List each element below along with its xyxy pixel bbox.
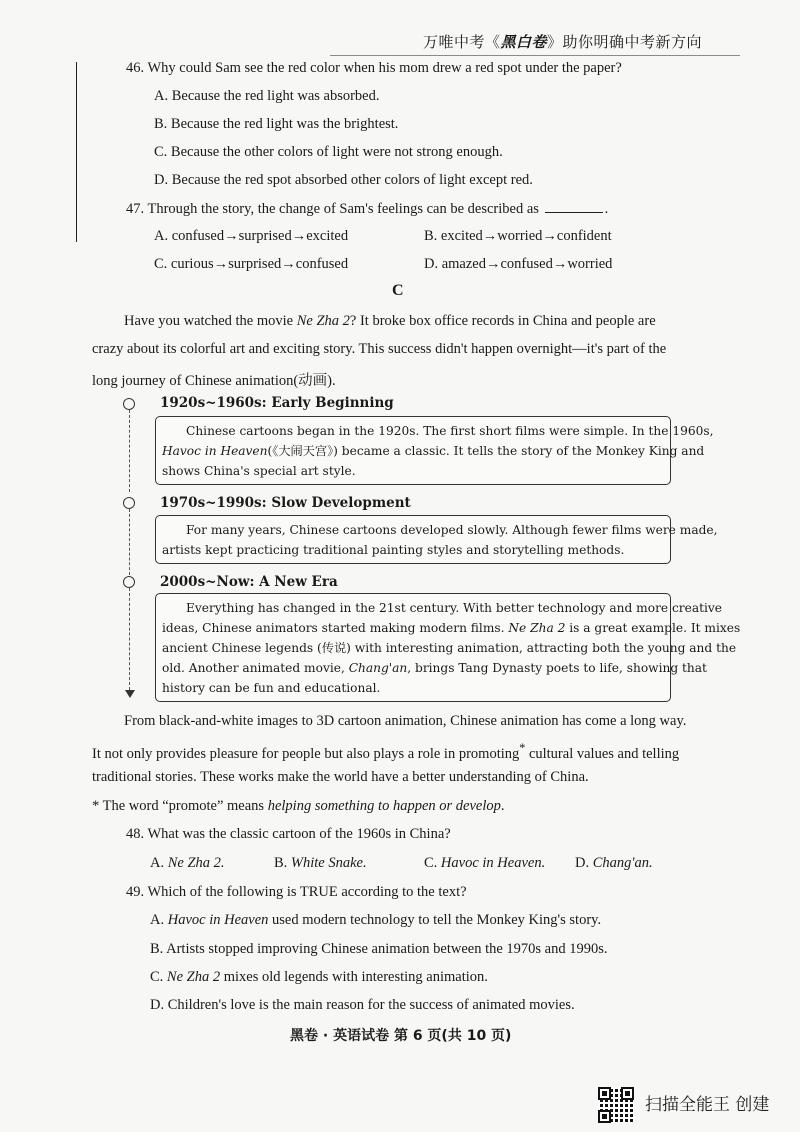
header-rule xyxy=(330,55,740,56)
option-label: C. xyxy=(424,855,438,871)
q48-stem: 48. What was the classic cartoon of the 1960s in China? xyxy=(126,826,451,842)
q49-stem: 49. Which of the following is TRUE according to the text? xyxy=(126,884,467,900)
option-label: D. xyxy=(575,855,590,871)
qr-finder-icon xyxy=(598,1087,611,1100)
timeline-1-line-1 xyxy=(162,421,714,441)
footnote-text: * The word “promote” means xyxy=(92,798,268,814)
timeline-text: (《大闹天宫》) became a classic. It tells the story of the Monkey King and xyxy=(267,444,705,458)
footnote-star: * xyxy=(519,741,526,755)
option-text: Ne Zha 2. xyxy=(167,855,225,871)
timeline-3-line-3: ancient Chinese legends (传说) with interesting animation, attracting both the young and the xyxy=(162,641,737,655)
timeline-text: ideas, Chinese animators started making modern films. xyxy=(162,621,509,635)
timeline-text: old. Another animated movie, xyxy=(162,661,349,675)
option-text: White Snake. xyxy=(290,855,367,871)
footnote-definition: helping something to happen or develop xyxy=(267,798,501,814)
timeline-3-line-2 xyxy=(162,618,741,638)
intro-text: ? It broke box office records in China and people are xyxy=(349,313,656,329)
timeline-1-line-3: shows China's special art style. xyxy=(162,464,356,478)
footnote-text: . xyxy=(500,798,505,814)
q46-option-b: B. Because the red light was the brightest. xyxy=(154,116,399,132)
timeline-text: For many years, Chinese cartoons developed slowly. Although fewer films were made, xyxy=(186,523,718,537)
option-label: C. xyxy=(150,969,167,985)
option-film-title: Ne Zha 2 xyxy=(166,969,221,985)
timeline-3-line-4 xyxy=(162,658,707,678)
option-text: used modern technology to tell the Monkey King's story. xyxy=(268,912,602,928)
q47-stem: 47. Through the story, the change of Sam's feelings can be described as xyxy=(126,201,539,217)
timeline-node-icon xyxy=(123,398,135,410)
option-text: Havoc in Heaven. xyxy=(440,855,546,871)
scanner-watermark: 扫描全能王 创建 xyxy=(645,1095,770,1115)
q49-option-d: D. Children's love is the main reason for the success of animated movies. xyxy=(150,997,575,1013)
timeline-film-title: Havoc in Heaven xyxy=(162,444,268,458)
q48-option-c xyxy=(424,855,545,872)
page-header xyxy=(423,31,702,52)
q47-option-c: C. curious→surprised→confused xyxy=(154,256,349,272)
timeline-node-icon xyxy=(123,497,135,509)
timeline-text: is a great example. It mixes xyxy=(565,621,741,635)
timeline-connector xyxy=(129,410,130,492)
q49-option-c xyxy=(150,969,488,986)
qr-finder-icon xyxy=(621,1087,634,1100)
timeline-film-title: Chang'an xyxy=(348,661,408,675)
footnote xyxy=(92,798,505,815)
timeline-heading-2: 1970s~1990s: Slow Development xyxy=(160,495,411,511)
timeline-heading-1: 1920s~1960s: Early Beginning xyxy=(160,395,394,411)
option-label: A. xyxy=(150,912,168,928)
timeline-text: Chinese cartoons began in the 1920s. The first short films were simple. In the 1960s, xyxy=(186,424,714,438)
outro-line-2 xyxy=(92,741,679,763)
timeline-box-3 xyxy=(155,593,741,702)
option-text: Chang'an. xyxy=(592,855,653,871)
q47-option-a: A. confused→surprised→excited xyxy=(154,228,349,244)
timeline-box-2 xyxy=(155,515,718,564)
section-c-title: C xyxy=(392,282,404,299)
q48-option-a xyxy=(150,855,225,872)
q48-option-d xyxy=(575,855,653,872)
timeline-text: Everything has changed in the 21st century. With better technology and more creative xyxy=(186,601,723,615)
q47-stem-line xyxy=(126,200,608,218)
intro-line-3: long journey of Chinese animation(动画). xyxy=(92,373,336,389)
intro-line-1 xyxy=(124,313,656,330)
outro-line-3: traditional stories. These works make the world have a better understanding of China. xyxy=(92,769,589,785)
timeline-film-title: Ne Zha 2 xyxy=(508,621,566,635)
q46-option-d: D. Because the red spot absorbed other colors of light except red. xyxy=(154,172,533,188)
qr-code-icon xyxy=(598,1087,634,1123)
timeline-connector xyxy=(129,588,130,690)
qr-finder-icon xyxy=(598,1110,611,1123)
timeline-arrow-icon xyxy=(125,690,135,698)
intro-line-2: crazy about its colorful art and exciting story. This success didn't happen overnight—it's part of the xyxy=(92,341,667,357)
timeline-connector xyxy=(129,509,130,575)
binding-margin-line xyxy=(76,62,77,242)
option-text: mixes old legends with interesting animation. xyxy=(220,969,488,985)
header-suffix: 》助你明确中考新方向 xyxy=(546,33,702,51)
outro-line-1: From black-and-white images to 3D cartoon animation, Chinese animation has come a long way. xyxy=(124,713,687,729)
timeline-box-1 xyxy=(155,416,714,485)
option-label: A. xyxy=(150,855,165,871)
q49-option-b: B. Artists stopped improving Chinese animation between the 1970s and 1990s. xyxy=(150,941,608,957)
timeline-2-line-1 xyxy=(162,520,718,540)
timeline-heading-3: 2000s~Now: A New Era xyxy=(160,574,338,590)
q46-option-a: A. Because the red light was absorbed. xyxy=(154,88,380,104)
header-brand: 黑白卷 xyxy=(500,33,547,51)
timeline-1-line-2 xyxy=(162,441,705,461)
intro-text: Have you watched the movie xyxy=(124,313,297,329)
option-label: B. xyxy=(274,855,288,871)
q49-option-a xyxy=(150,912,601,929)
intro-movie-title: Ne Zha 2 xyxy=(296,313,350,329)
page-footer: 黑卷 · 英语试卷 第 6 页(共 10 页) xyxy=(290,1028,512,1044)
outro-text: It not only provides pleasure for people but also plays a role in promoting xyxy=(92,745,520,762)
q46-option-c: C. Because the other colors of light were not strong enough. xyxy=(154,144,503,160)
timeline-2-line-2: artists kept practicing traditional painting styles and storytelling methods. xyxy=(162,543,625,557)
q47-answer-blank xyxy=(545,200,603,213)
q48-option-b xyxy=(274,855,367,872)
timeline-3-line-1 xyxy=(162,598,723,618)
q47-option-d: D. amazed→confused→worried xyxy=(424,256,613,272)
timeline-3-line-5: history can be fun and educational. xyxy=(162,681,381,695)
outro-text: cultural values and telling xyxy=(525,745,680,762)
q47-stem-end: . xyxy=(604,201,609,217)
timeline-text: , brings Tang Dynasty poets to life, showing that xyxy=(407,661,707,675)
header-prefix: 万唯中考《 xyxy=(422,33,501,51)
q46-stem: 46. Why could Sam see the red color when his mom drew a red spot under the paper? xyxy=(126,60,622,76)
option-film-title: Havoc in Heaven xyxy=(167,912,269,928)
timeline-node-icon xyxy=(123,576,135,588)
q47-option-b: B. excited→worried→confident xyxy=(424,228,612,244)
